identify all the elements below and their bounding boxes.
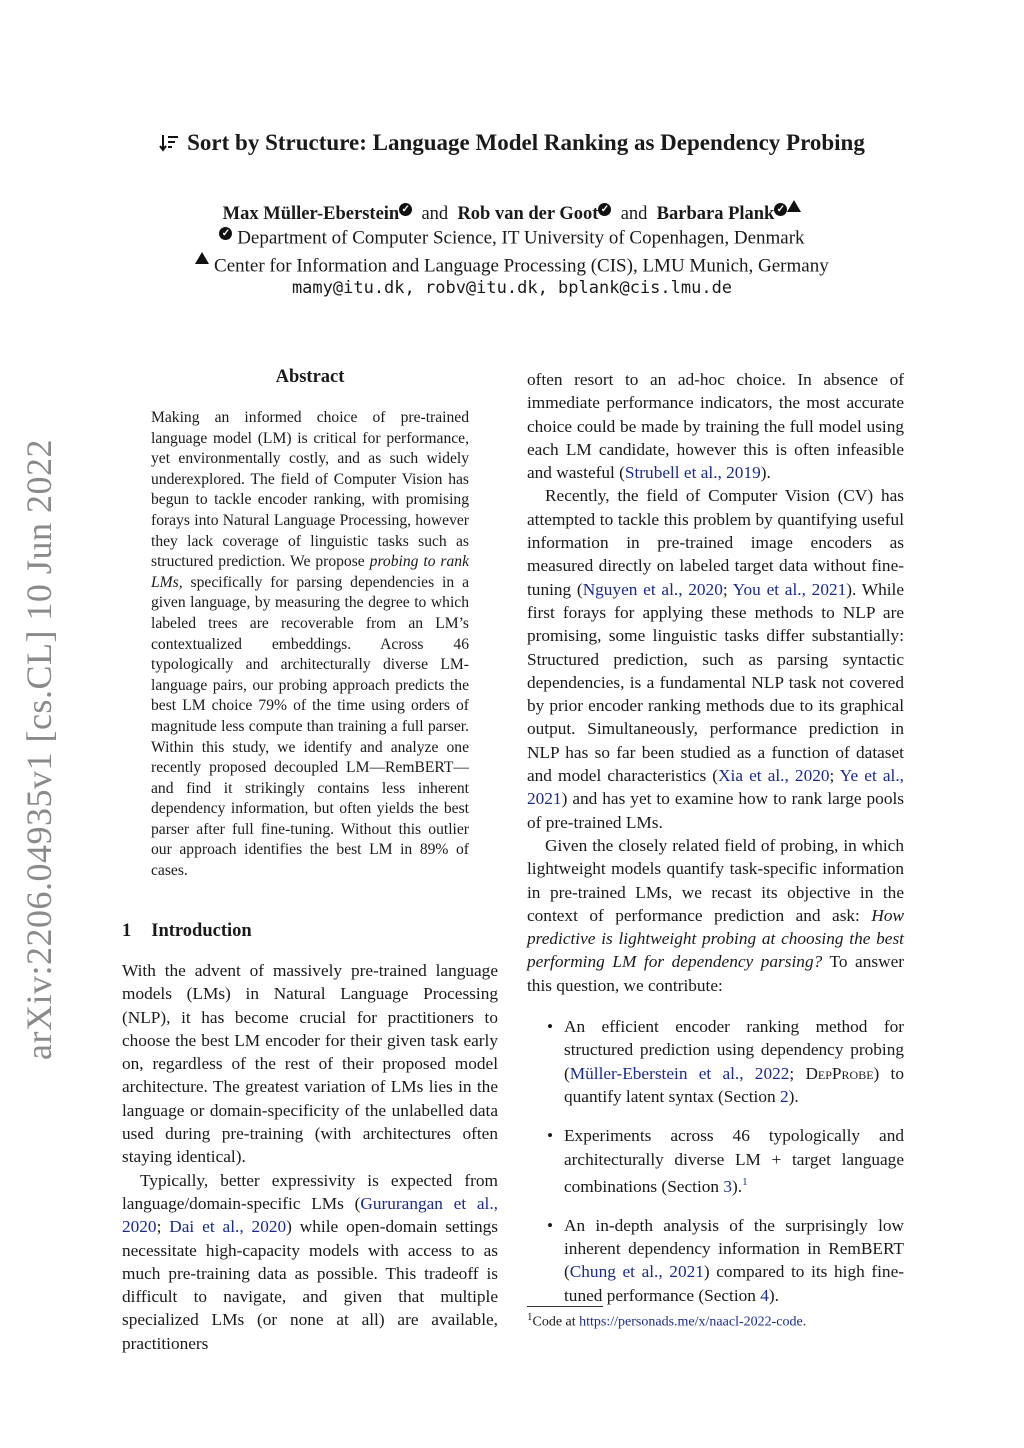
- affiliation-text: Center for Information and Language Processing (CIS), LMU Munich, Germany: [214, 255, 829, 277]
- affiliation-circle-icon: ✓: [219, 227, 232, 240]
- abstract-text: , specifically for parsing dependencies in a given language, by measuring the degree to which labeled trees are recoverable from an LM’s contextualized embeddings. Across 46 typologically and architecturally diverse LM-language pairs, our probing approach predicts the best LM choice 79% of the time using orders of magnitude less compute than training a full parser. Within this study, we identify and analyze one recently proposed decoupled LM—RemBERT—and find it strikingly contains less inherent dependency information, but often yields the best parser after full fine-tuning. Without this outlier our approach identifies the best LM in 89% of cases.: [151, 573, 469, 880]
- research-question: How predictive is lightweight probing at choosing the best performing LM for dependency parsing?: [527, 905, 904, 972]
- affiliation-2: [0, 252, 1024, 277]
- author-separator: and: [421, 204, 449, 225]
- citation-link[interactable]: Dai et al., 2020: [169, 1217, 287, 1237]
- bullet-icon: •: [547, 1126, 554, 1146]
- text: .: [802, 1314, 807, 1330]
- affiliation-1: [0, 227, 1024, 249]
- text: Experiments across 46 typologically and architecturally diverse LM + target language combinations (Section: [564, 1126, 904, 1196]
- author-name: Rob van der Goot: [457, 204, 599, 225]
- text: ).: [788, 1086, 799, 1106]
- citation-link[interactable]: You et al., 2021: [732, 579, 847, 599]
- citation-link[interactable]: Strubell et al., 2019: [624, 463, 761, 483]
- author-name: Barbara Plank: [656, 204, 775, 225]
- citation-link[interactable]: Chung et al., 2021: [569, 1262, 704, 1282]
- text: ;: [156, 1217, 170, 1237]
- section-ref-link[interactable]: 2: [779, 1086, 789, 1106]
- bullet-icon: •: [547, 1017, 554, 1037]
- method-name: DepProbe: [805, 1063, 874, 1083]
- text: An efficient encoder ranking method for structured prediction using dependency probing (: [564, 1017, 904, 1083]
- citation-link[interactable]: Xia et al., 2020: [718, 766, 830, 786]
- text: ) to quantify latent syntax (Section: [564, 1063, 904, 1106]
- text: ) while open-domain settings necessitate high-capacity models with access to as much pre-training data as possible. This tradeoff is difficult to navigate, and given that multiple specialized LMs (or none at all) are available, practitioners: [122, 1217, 498, 1353]
- text: ;: [722, 579, 733, 599]
- affiliation-text: Department of Computer Science, IT University of Copenhagen, Denmark: [237, 227, 805, 249]
- text: ).: [768, 1285, 779, 1305]
- citation-link[interactable]: Gururangan et al., 2020: [122, 1193, 498, 1237]
- affiliation-circle-icon: ✓: [774, 203, 787, 216]
- text: ).: [760, 463, 771, 483]
- text: ;: [829, 766, 840, 786]
- right-column: [527, 368, 904, 1323]
- arxiv-stamp: arXiv:2206.04935v1 [cs.CL] 10 Jun 2022: [19, 439, 59, 1060]
- right-paragraph-3: [527, 834, 904, 997]
- left-column: [122, 959, 498, 1355]
- right-paragraph-1: [527, 368, 904, 484]
- title-block: [0, 130, 1024, 158]
- text: ) and has yet to examine how to rank large pools of pre-trained LMs.: [527, 789, 904, 832]
- section-ref-link[interactable]: 3: [723, 1176, 732, 1196]
- sort-icon: [159, 133, 179, 153]
- list-item: [527, 1124, 904, 1198]
- intro-paragraph-2: [122, 1169, 498, 1355]
- author-separator: and: [620, 204, 648, 225]
- affiliation-circle-icon: ✓: [399, 203, 412, 216]
- abstract-emphasis: probing to rank LMs: [151, 553, 469, 591]
- affiliation-circle-icon: ✓: [598, 203, 611, 216]
- bullet-icon: •: [547, 1215, 554, 1235]
- footnote-number: 1: [527, 1311, 533, 1323]
- author-line: [0, 200, 1024, 225]
- paper-title: [159, 130, 865, 156]
- text: ).: [732, 1176, 743, 1196]
- text: ) compared to its high fine-tuned performance (Section: [564, 1262, 904, 1305]
- text: Typically, better expressivity is expected from language/domain-specific LMs (: [122, 1170, 498, 1213]
- text: Recently, the field of Computer Vision (CV) has attempted to tackle this problem by quantifying useful information in pre-trained image encoders as measured directly on labeled target data without fine-tuning (: [527, 486, 904, 599]
- abstract-body: [151, 408, 469, 882]
- code-url-link[interactable]: https://personads.me/x/naacl-2022-code: [579, 1314, 803, 1330]
- contribution-list: [527, 1015, 904, 1307]
- text: ). While first forays for applying these methods to NLP are promising, some linguistic tasks differ substantially: Structured prediction, such as parsing syntactic dependencies, is a fundamental NLP task not covered by prior encoder ranking methods due to its graphical output. Simultaneously, performance prediction in NLP has so far been studied as a function of dataset and model characteristics (: [527, 579, 905, 786]
- text: To answer this question, we contribute:: [527, 952, 904, 995]
- abstract-heading: Abstract: [275, 367, 345, 387]
- footnote: [527, 1311, 806, 1331]
- text: Given the closely related field of probing, in which lightweight models quantify task-specific information in pre-trained LMs, we recast its objective in the context of performance prediction and ask:: [527, 835, 904, 925]
- intro-paragraph-1: With the advent of massively pre-trained language models (LMs) in Natural Language Processing (NLP), it has become crucial for practitioners to choose the best LM encoder for their given task early on, regardless of the rest of their proposed model architecture. The greatest variation of LMs lies in the language or domain-specificity of the unlabelled data used during pre-training (with architectures often staying identical).: [122, 961, 498, 1167]
- list-item: [527, 1015, 904, 1108]
- text: Code at: [532, 1314, 580, 1330]
- author-emails: mamy@itu.dk, robv@itu.dk, bplank@cis.lmu.de: [291, 278, 733, 298]
- right-paragraph-2: [527, 484, 904, 833]
- footnote-mark[interactable]: 1: [742, 1175, 748, 1188]
- affiliation-triangle-icon: [787, 200, 801, 212]
- abstract-text: Making an informed choice of pre-trained language model (LM) is critical for performance, yet environmentally costly, and as such widely underexplored. The field of Computer Vision has begun to tackle encoder ranking, with promising forays into Natural Language Processing, however they lack coverage of linguistic tasks such as structured prediction. We propose: [151, 409, 469, 571]
- citation-link[interactable]: Müller-Eberstein et al., 2022: [569, 1063, 790, 1083]
- affiliation-triangle-icon: [195, 252, 209, 264]
- section-ref-link[interactable]: 4: [760, 1285, 769, 1305]
- footnote-rule: [527, 1306, 603, 1307]
- text: often resort to an ad-hoc choice. In absence of immediate performance indicators, the most accurate choice could be made by training the full model using each LM candidate, however this is often infeasible and wasteful (: [527, 370, 904, 483]
- section-title: Introduction: [151, 921, 252, 941]
- text: An in-depth analysis of the surprisingly low inherent dependency information in RemBERT (: [564, 1215, 904, 1282]
- title-text: Sort by Structure: Language Model Ranking as Dependency Probing: [187, 130, 865, 155]
- text: ;: [789, 1063, 806, 1083]
- section-heading: [122, 921, 252, 942]
- author-name: Max Müller-Eberstein: [222, 204, 400, 225]
- citation-link[interactable]: Ye et al., 2021: [527, 766, 905, 809]
- section-number: 1: [122, 921, 132, 941]
- citation-link[interactable]: Nguyen et al., 2020: [582, 579, 723, 599]
- list-item: [527, 1214, 904, 1307]
